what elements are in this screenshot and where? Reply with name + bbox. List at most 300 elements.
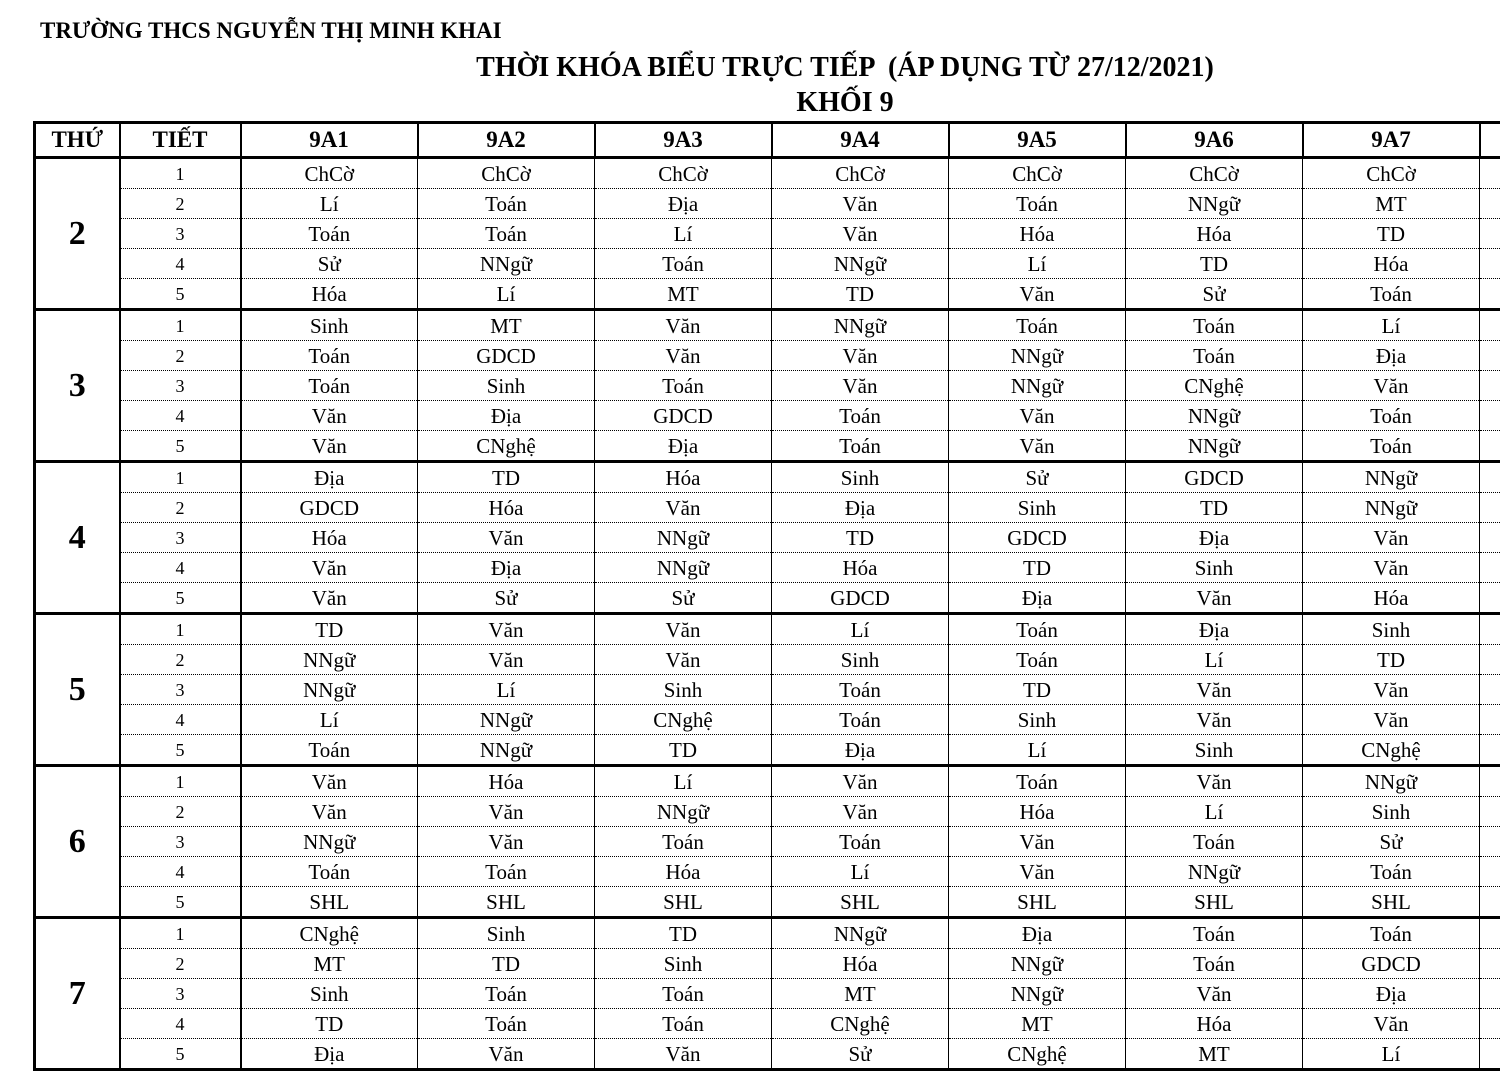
- subject-cell: Sinh: [241, 979, 418, 1009]
- column-header-class: 9A5: [949, 123, 1126, 158]
- table-row: [35, 645, 1500, 675]
- table-row: [35, 158, 1500, 189]
- subject-cell: Hóa: [241, 279, 418, 310]
- subject-cell: SHL: [418, 887, 595, 918]
- subject-cell: Lí: [1126, 797, 1303, 827]
- subject-cell: Hóa: [1303, 249, 1480, 279]
- period-cell: 1: [120, 766, 241, 797]
- table-row: [35, 401, 1500, 431]
- subject-cell: Toán: [595, 979, 772, 1009]
- column-header-class: 9A7: [1303, 123, 1480, 158]
- cut-off-cell: [1480, 158, 1500, 189]
- column-header-class: 9A2: [418, 123, 595, 158]
- subject-cell: SHL: [241, 887, 418, 918]
- subject-cell: Lí: [949, 735, 1126, 766]
- table-row: [35, 493, 1500, 523]
- subject-cell: Toán: [1126, 827, 1303, 857]
- subject-cell: TD: [595, 735, 772, 766]
- subject-cell: Toán: [241, 735, 418, 766]
- subject-cell: ChCờ: [772, 158, 949, 189]
- subject-cell: Sử: [595, 583, 772, 614]
- cut-off-cell: [1480, 310, 1500, 341]
- period-cell: 5: [120, 279, 241, 310]
- period-cell: 1: [120, 158, 241, 189]
- subject-cell: Văn: [1303, 675, 1480, 705]
- subject-cell: MT: [1303, 189, 1480, 219]
- subject-cell: Văn: [772, 766, 949, 797]
- subject-cell: NNgữ: [1303, 462, 1480, 493]
- subject-cell: Lí: [418, 675, 595, 705]
- subject-cell: Lí: [241, 189, 418, 219]
- subject-cell: Toán: [595, 827, 772, 857]
- subject-cell: CNghệ: [418, 431, 595, 462]
- subject-cell: SHL: [772, 887, 949, 918]
- period-cell: 3: [120, 827, 241, 857]
- subject-cell: Văn: [595, 614, 772, 645]
- subject-cell: GDCD: [241, 493, 418, 523]
- subject-cell: Văn: [1303, 523, 1480, 553]
- subject-cell: Sinh: [1303, 614, 1480, 645]
- subject-cell: TD: [772, 279, 949, 310]
- column-header-day: THỨ: [35, 123, 120, 158]
- subject-cell: Toán: [949, 766, 1126, 797]
- page-title: THỜI KHÓA BIỂU TRỰC TIẾP (ÁP DỤNG TỪ 27/12/2021): [476, 52, 1214, 83]
- subject-cell: GDCD: [949, 523, 1126, 553]
- subject-cell: ChCờ: [241, 158, 418, 189]
- subject-cell: CNghệ: [949, 1039, 1126, 1070]
- subject-cell: Văn: [949, 431, 1126, 462]
- subject-cell: Lí: [949, 249, 1126, 279]
- subject-cell: Hóa: [1303, 583, 1480, 614]
- subject-cell: Sinh: [949, 705, 1126, 735]
- subject-cell: Văn: [949, 401, 1126, 431]
- subject-cell: Toán: [595, 1009, 772, 1039]
- subject-cell: Toán: [949, 189, 1126, 219]
- subject-cell: Sinh: [595, 949, 772, 979]
- subject-cell: Sinh: [595, 675, 772, 705]
- period-cell: 1: [120, 462, 241, 493]
- subject-cell: Văn: [949, 857, 1126, 887]
- subject-cell: Sử: [241, 249, 418, 279]
- table-row: [35, 462, 1500, 493]
- subject-cell: Toán: [1303, 431, 1480, 462]
- period-cell: 3: [120, 219, 241, 249]
- subject-cell: Sử: [1126, 279, 1303, 310]
- subject-cell: Văn: [241, 431, 418, 462]
- period-cell: 2: [120, 949, 241, 979]
- table-row: [35, 310, 1500, 341]
- table-row: [35, 949, 1500, 979]
- subject-cell: NNgữ: [1126, 431, 1303, 462]
- cut-off-cell: [1480, 705, 1500, 735]
- cut-off-cell: [1480, 371, 1500, 401]
- subject-cell: Lí: [1126, 645, 1303, 675]
- subject-cell: Văn: [1126, 705, 1303, 735]
- subject-cell: Toán: [1126, 918, 1303, 949]
- column-header-period: TIẾT: [120, 123, 241, 158]
- subject-cell: GDCD: [1126, 462, 1303, 493]
- subject-cell: Văn: [1126, 675, 1303, 705]
- subject-cell: TD: [949, 675, 1126, 705]
- cut-off-cell: [1480, 614, 1500, 645]
- subject-cell: Lí: [418, 279, 595, 310]
- subject-cell: Toán: [241, 371, 418, 401]
- subject-cell: Lí: [595, 766, 772, 797]
- subject-cell: Sinh: [418, 371, 595, 401]
- subject-cell: Sinh: [1126, 735, 1303, 766]
- subject-cell: TD: [241, 1009, 418, 1039]
- subject-cell: NNgữ: [595, 553, 772, 583]
- cut-off-cell: [1480, 462, 1500, 493]
- subject-cell: TD: [241, 614, 418, 645]
- subject-cell: Văn: [949, 279, 1126, 310]
- subject-cell: Văn: [772, 219, 949, 249]
- day-cell: 4: [35, 462, 120, 614]
- period-cell: 5: [120, 735, 241, 766]
- cut-off-cell: [1480, 827, 1500, 857]
- subject-cell: GDCD: [418, 341, 595, 371]
- subject-cell: NNgữ: [418, 249, 595, 279]
- table-row: [35, 249, 1500, 279]
- subject-cell: Hóa: [949, 219, 1126, 249]
- subject-cell: Văn: [241, 583, 418, 614]
- subject-cell: Toán: [1303, 401, 1480, 431]
- header-row: [35, 123, 1500, 158]
- subject-cell: Toán: [595, 249, 772, 279]
- table-row: [35, 887, 1500, 918]
- subject-cell: TD: [949, 553, 1126, 583]
- day-cell: 7: [35, 918, 120, 1070]
- subject-cell: Văn: [241, 766, 418, 797]
- subject-cell: Văn: [595, 341, 772, 371]
- subject-cell: Toán: [418, 189, 595, 219]
- subject-cell: Toán: [595, 371, 772, 401]
- period-cell: 1: [120, 310, 241, 341]
- cut-off-cell: [1480, 431, 1500, 462]
- subject-cell: Toán: [1303, 857, 1480, 887]
- subject-cell: MT: [241, 949, 418, 979]
- subject-cell: Toán: [418, 857, 595, 887]
- period-cell: 5: [120, 1039, 241, 1070]
- column-header-class: 9A4: [772, 123, 949, 158]
- table-row: [35, 523, 1500, 553]
- cut-off-cell: [1480, 979, 1500, 1009]
- subject-cell: Lí: [241, 705, 418, 735]
- subject-cell: Văn: [241, 553, 418, 583]
- subject-cell: Văn: [595, 645, 772, 675]
- subject-cell: NNgữ: [772, 310, 949, 341]
- subject-cell: Lí: [772, 857, 949, 887]
- table-row: [35, 1039, 1500, 1070]
- subject-cell: Hóa: [1126, 1009, 1303, 1039]
- subject-cell: Toán: [1126, 341, 1303, 371]
- cut-off-cell: [1480, 553, 1500, 583]
- subject-cell: Văn: [418, 645, 595, 675]
- period-cell: 5: [120, 887, 241, 918]
- subject-cell: Địa: [595, 431, 772, 462]
- table-row: [35, 583, 1500, 614]
- subject-cell: Toán: [949, 310, 1126, 341]
- subject-cell: ChCờ: [1303, 158, 1480, 189]
- subject-cell: MT: [418, 310, 595, 341]
- period-cell: 2: [120, 797, 241, 827]
- period-cell: 1: [120, 918, 241, 949]
- subject-cell: Văn: [595, 1039, 772, 1070]
- table-row: [35, 614, 1500, 645]
- subject-cell: Văn: [1303, 371, 1480, 401]
- subject-cell: Toán: [772, 675, 949, 705]
- period-cell: 4: [120, 553, 241, 583]
- subject-cell: Lí: [595, 219, 772, 249]
- subject-cell: Toán: [1126, 949, 1303, 979]
- timetable: [33, 121, 1500, 1071]
- subject-cell: Sử: [772, 1039, 949, 1070]
- subject-cell: Toán: [1303, 279, 1480, 310]
- cut-off-cell: [1480, 675, 1500, 705]
- subject-cell: TD: [1126, 493, 1303, 523]
- subject-cell: SHL: [595, 887, 772, 918]
- subject-cell: NNgữ: [1126, 857, 1303, 887]
- cut-off-cell: [1480, 279, 1500, 310]
- subject-cell: Địa: [772, 735, 949, 766]
- subject-cell: Hóa: [418, 766, 595, 797]
- cut-off-cell: [1480, 219, 1500, 249]
- cut-off-cell: [1480, 797, 1500, 827]
- cut-off-cell: [1480, 493, 1500, 523]
- school-name: TRƯỜNG THCS NGUYỄN THỊ MINH KHAI: [40, 18, 502, 43]
- subject-cell: NNgữ: [241, 675, 418, 705]
- column-header-class: 9A6: [1126, 123, 1303, 158]
- subject-cell: NNgữ: [1126, 401, 1303, 431]
- subject-cell: NNgữ: [949, 949, 1126, 979]
- period-cell: 3: [120, 675, 241, 705]
- subject-cell: CNghệ: [595, 705, 772, 735]
- period-cell: 3: [120, 371, 241, 401]
- subject-cell: NNgữ: [949, 341, 1126, 371]
- subject-cell: ChCờ: [418, 158, 595, 189]
- table-row: [35, 189, 1500, 219]
- cut-off-cell: [1480, 949, 1500, 979]
- period-cell: 2: [120, 645, 241, 675]
- day-cell: 6: [35, 766, 120, 918]
- cut-off-cell: [1480, 401, 1500, 431]
- subject-cell: ChCờ: [949, 158, 1126, 189]
- day-cell: 3: [35, 310, 120, 462]
- subject-cell: NNgữ: [949, 371, 1126, 401]
- subject-cell: CNghệ: [1303, 735, 1480, 766]
- subject-cell: Địa: [418, 401, 595, 431]
- subject-cell: Văn: [418, 797, 595, 827]
- cut-off-cell: [1480, 857, 1500, 887]
- subject-cell: TD: [772, 523, 949, 553]
- subject-cell: Lí: [1303, 310, 1480, 341]
- subject-cell: Địa: [1126, 614, 1303, 645]
- subject-cell: ChCờ: [595, 158, 772, 189]
- subject-cell: Văn: [241, 401, 418, 431]
- table-row: [35, 766, 1500, 797]
- subject-cell: Địa: [949, 918, 1126, 949]
- subject-cell: TD: [418, 949, 595, 979]
- subject-cell: Văn: [1303, 553, 1480, 583]
- subject-cell: NNgữ: [241, 827, 418, 857]
- subject-cell: MT: [1126, 1039, 1303, 1070]
- period-cell: 5: [120, 431, 241, 462]
- subject-cell: GDCD: [772, 583, 949, 614]
- period-cell: 2: [120, 493, 241, 523]
- table-row: [35, 219, 1500, 249]
- period-cell: 4: [120, 1009, 241, 1039]
- subject-cell: Toán: [949, 614, 1126, 645]
- subject-cell: Sinh: [772, 462, 949, 493]
- subject-cell: NNgữ: [1303, 493, 1480, 523]
- subject-cell: NNgữ: [1303, 766, 1480, 797]
- cut-off-cell: [1480, 918, 1500, 949]
- subject-cell: GDCD: [1303, 949, 1480, 979]
- subject-cell: Địa: [595, 189, 772, 219]
- subject-cell: Hóa: [1126, 219, 1303, 249]
- cut-off-cell: [1480, 645, 1500, 675]
- table-row: [35, 735, 1500, 766]
- subject-cell: TD: [1126, 249, 1303, 279]
- subject-cell: SHL: [949, 887, 1126, 918]
- subject-cell: Văn: [772, 189, 949, 219]
- column-header-class: 9A1: [241, 123, 418, 158]
- table-row: [35, 857, 1500, 887]
- table-row: [35, 431, 1500, 462]
- subject-cell: MT: [595, 279, 772, 310]
- subject-cell: Địa: [949, 583, 1126, 614]
- subject-cell: Văn: [772, 371, 949, 401]
- subject-cell: Hóa: [595, 857, 772, 887]
- subject-cell: CNghệ: [241, 918, 418, 949]
- subject-cell: NNgữ: [949, 979, 1126, 1009]
- period-cell: 4: [120, 249, 241, 279]
- table-row: [35, 553, 1500, 583]
- subject-cell: MT: [949, 1009, 1126, 1039]
- subject-cell: Văn: [1126, 979, 1303, 1009]
- subject-cell: Văn: [595, 493, 772, 523]
- period-cell: 1: [120, 614, 241, 645]
- day-cell: 5: [35, 614, 120, 766]
- subject-cell: Toán: [241, 857, 418, 887]
- subject-cell: Địa: [1126, 523, 1303, 553]
- subject-cell: Toán: [772, 431, 949, 462]
- subject-cell: Sinh: [1126, 553, 1303, 583]
- subject-cell: Địa: [1303, 979, 1480, 1009]
- table-row: [35, 371, 1500, 401]
- subject-cell: Lí: [1303, 1039, 1480, 1070]
- subject-cell: Hóa: [241, 523, 418, 553]
- subject-cell: NNgữ: [595, 523, 772, 553]
- subject-cell: Toán: [772, 827, 949, 857]
- subject-cell: CNghệ: [1126, 371, 1303, 401]
- cut-off-cell: [1480, 523, 1500, 553]
- subject-cell: Toán: [418, 1009, 595, 1039]
- cut-off-cell: [1480, 1009, 1500, 1039]
- subject-cell: Sinh: [418, 918, 595, 949]
- subject-cell: Sử: [1303, 827, 1480, 857]
- cut-off-cell: [1480, 249, 1500, 279]
- subject-cell: Văn: [418, 614, 595, 645]
- subject-cell: NNgữ: [418, 705, 595, 735]
- subject-cell: NNgữ: [1126, 189, 1303, 219]
- subject-cell: Văn: [1303, 705, 1480, 735]
- column-header-class: 9A3: [595, 123, 772, 158]
- timetable-body: [35, 158, 1500, 1070]
- table-row: [35, 797, 1500, 827]
- period-cell: 4: [120, 705, 241, 735]
- cut-off-cell: [1480, 887, 1500, 918]
- subject-cell: Văn: [595, 310, 772, 341]
- subject-cell: Toán: [949, 645, 1126, 675]
- subject-cell: Hóa: [772, 553, 949, 583]
- table-row: [35, 279, 1500, 310]
- subject-cell: CNghệ: [772, 1009, 949, 1039]
- subject-cell: Sinh: [949, 493, 1126, 523]
- grade-subtitle: KHỐI 9: [796, 87, 894, 118]
- subject-cell: Văn: [1303, 1009, 1480, 1039]
- subject-cell: TD: [1303, 645, 1480, 675]
- column-header-cut-off: [1480, 123, 1500, 158]
- subject-cell: NNgữ: [241, 645, 418, 675]
- subject-cell: Sinh: [241, 310, 418, 341]
- period-cell: 4: [120, 401, 241, 431]
- subject-cell: NNgữ: [772, 918, 949, 949]
- table-row: [35, 675, 1500, 705]
- subject-cell: Toán: [418, 219, 595, 249]
- subject-cell: SHL: [1126, 887, 1303, 918]
- subject-cell: Văn: [772, 341, 949, 371]
- subject-cell: Địa: [241, 1039, 418, 1070]
- period-cell: 4: [120, 857, 241, 887]
- subject-cell: TD: [418, 462, 595, 493]
- cut-off-cell: [1480, 341, 1500, 371]
- cut-off-cell: [1480, 735, 1500, 766]
- table-row: [35, 341, 1500, 371]
- subject-cell: Sinh: [1303, 797, 1480, 827]
- period-cell: 3: [120, 523, 241, 553]
- subject-cell: Hóa: [949, 797, 1126, 827]
- period-cell: 5: [120, 583, 241, 614]
- subject-cell: ChCờ: [1126, 158, 1303, 189]
- cut-off-cell: [1480, 766, 1500, 797]
- subject-cell: Lí: [772, 614, 949, 645]
- subject-cell: Toán: [1303, 918, 1480, 949]
- subject-cell: NNgữ: [418, 735, 595, 766]
- subject-cell: MT: [772, 979, 949, 1009]
- subject-cell: Địa: [1303, 341, 1480, 371]
- subject-cell: Toán: [772, 401, 949, 431]
- subject-cell: Văn: [241, 797, 418, 827]
- subject-cell: Sử: [949, 462, 1126, 493]
- subject-cell: Toán: [418, 979, 595, 1009]
- subject-cell: Địa: [418, 553, 595, 583]
- subject-cell: Văn: [418, 523, 595, 553]
- subject-cell: Hóa: [772, 949, 949, 979]
- day-cell: 2: [35, 158, 120, 310]
- subject-cell: Văn: [1126, 583, 1303, 614]
- subject-cell: Văn: [1126, 766, 1303, 797]
- subject-cell: NNgữ: [595, 797, 772, 827]
- period-cell: 3: [120, 979, 241, 1009]
- subject-cell: Sử: [418, 583, 595, 614]
- subject-cell: TD: [1303, 219, 1480, 249]
- subject-cell: Hóa: [595, 462, 772, 493]
- period-cell: 2: [120, 189, 241, 219]
- subject-cell: Toán: [241, 341, 418, 371]
- subject-cell: Sinh: [772, 645, 949, 675]
- period-cell: 2: [120, 341, 241, 371]
